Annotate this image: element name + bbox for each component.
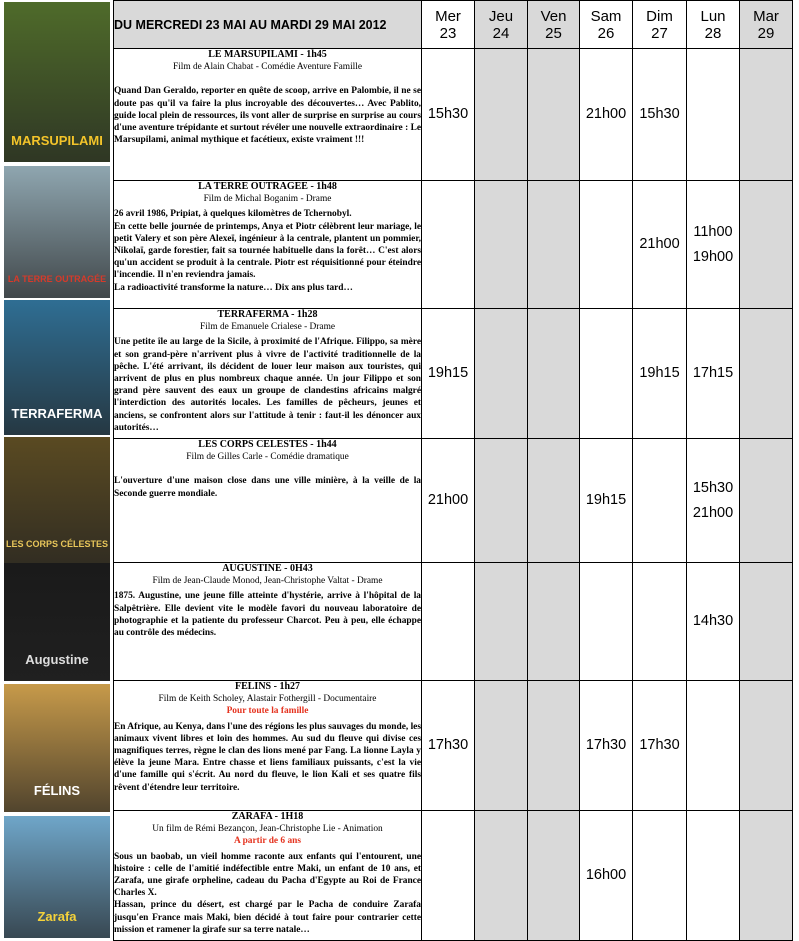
film-info xyxy=(114,681,422,811)
day-name: Mer xyxy=(435,7,461,25)
film-info xyxy=(114,563,422,681)
film-row xyxy=(114,49,793,181)
film-synopsis: Quand Dan Geraldo, reporter en quête de scoop, arrive en Palombie, il ne se doute pas qu'il va faire la plus incroyable des découvertes… Avec Pablito, guide local plein de ressources, ils vont aller de surprise en surprise au cours d'une aventure trépidante et surtout révéler une nouvelle extraordinaire : Le Marsupilami, animal mythique et facétieux, existe vraiment !!! xyxy=(114,86,421,146)
week-title: DU MERCREDI 23 MAI AU MARDI 29 MAI 2012 xyxy=(114,1,422,49)
header-row xyxy=(114,1,793,49)
showtime-cell: 17h30 xyxy=(580,681,633,811)
day-name: Lun xyxy=(700,7,726,25)
film-row xyxy=(114,681,793,811)
showtime-cell xyxy=(740,681,793,811)
film-info xyxy=(114,309,422,439)
day-name: Mar xyxy=(753,7,779,25)
day-name: Ven xyxy=(540,7,567,25)
showtime-cell xyxy=(475,439,528,563)
showtime-cell xyxy=(528,309,580,439)
showtime-cell xyxy=(740,181,793,309)
film-synopsis: Sous un baobab, un vieil homme raconte aux enfants qui l'entourent, une histoire : celle de l'amitié indéfectible entre Maki, un enfant de 10 ans, et Zarafa, une girafe orpheline, cadeau du Pacha d'Egypte au Roi de France Charles X. Hassan, prince du désert, est chargé par le Pacha de conduire Zarafa jusqu'en France mais Maki, bien décidé à tout faire pour contrarier cette mission et ramener la girafe sur sa terre natale… xyxy=(114,851,421,935)
showtime-cell xyxy=(633,563,687,681)
showtime-cell: 17h15 xyxy=(687,309,740,439)
showtime-cell: 19h15 xyxy=(633,309,687,439)
day-number: 27 xyxy=(651,24,668,42)
film-info xyxy=(114,49,422,181)
showtime-cell xyxy=(740,309,793,439)
showtime-cell: 17h30 xyxy=(422,681,475,811)
film-info xyxy=(114,181,422,309)
film-synopsis: Une petite île au large de la Sicile, à proximité de l'Afrique. Filippo, sa mère et son grand-père n'arrivent plus à vivre de l'activité traditionnelle de la pêche. L'été arrivant, ils décident de louer leur maison aux touristes, qui arrivent de plus en plus nombreux chaque année. Un jour Filippo et son grand père sauvent des eaux un groupe de clandestins africains malgré l'interdiction des autorités locales. Les familles de pêcheurs, jeunes et anciens, se confrontent alors sur l'attitude à tenir : faut-il les dénoncer aux autorités… xyxy=(114,337,421,433)
day-number: 25 xyxy=(545,24,562,42)
showtime-cell xyxy=(580,563,633,681)
film-credits: Un film de Rémi Bezançon, Jean-Christophe Lie - Animation xyxy=(152,824,383,835)
film-credits: Film de Gilles Carle - Comédie dramatique xyxy=(186,452,349,463)
showtime-cell: 16h00 xyxy=(580,811,633,941)
showtime-cell xyxy=(580,309,633,439)
poster-column xyxy=(0,0,112,940)
showtime-cell: 19h15 xyxy=(580,439,633,563)
poster-title: MARSUPILAMI xyxy=(11,133,103,148)
showtime-cell xyxy=(422,563,475,681)
film-poster xyxy=(4,563,110,681)
showtime-cell xyxy=(422,181,475,309)
showtime-cell xyxy=(687,681,740,811)
day-header-jeu xyxy=(475,1,528,49)
poster-title: TERRAFERMA xyxy=(11,406,103,421)
showtime-cell xyxy=(740,439,793,563)
film-synopsis: L'ouverture d'une maison close dans une ville minière, à la veille de la Seconde guerre mondiale. xyxy=(114,476,421,499)
showtime-cell: 11h00 19h00 xyxy=(687,181,740,309)
day-number: 23 xyxy=(439,24,457,42)
film-credits: Film de Emanuele Crialese - Drame xyxy=(199,322,336,333)
showtime-cell xyxy=(633,439,687,563)
film-title: LE MARSUPILAMI - 1h45 xyxy=(208,49,327,60)
day-number: 29 xyxy=(757,24,775,42)
showtime-cell xyxy=(633,811,687,941)
film-row xyxy=(114,811,793,941)
showtime-cell xyxy=(528,49,580,181)
showtime-cell: 15h30 xyxy=(633,49,687,181)
showtime-cell xyxy=(475,681,528,811)
day-number: 28 xyxy=(704,24,722,42)
showtime-cell xyxy=(528,811,580,941)
audience-note: A partir de 6 ans xyxy=(233,836,302,847)
day-header-mer xyxy=(422,1,475,49)
day-number: 24 xyxy=(492,24,510,42)
film-title: ZARAFA - 1H18 xyxy=(231,811,304,822)
film-info xyxy=(114,439,422,563)
showtime-cell xyxy=(528,439,580,563)
showtime-cell xyxy=(528,563,580,681)
poster-title: Augustine xyxy=(25,652,89,667)
poster-title: LES CORPS CÉLESTES xyxy=(5,539,109,549)
film-title: TERRAFERMA - 1h28 xyxy=(217,309,318,320)
poster-title: Zarafa xyxy=(37,909,77,924)
schedule-table xyxy=(113,0,793,941)
film-row xyxy=(114,439,793,563)
showtime-cell: 21h00 xyxy=(422,439,475,563)
film-title: LES CORPS CELESTES - 1h44 xyxy=(198,439,337,450)
showtime-cell xyxy=(475,181,528,309)
showtime-cell xyxy=(687,49,740,181)
film-row xyxy=(114,563,793,681)
showtime-cell xyxy=(687,811,740,941)
showtime-cell xyxy=(475,563,528,681)
poster-title: LA TERRE OUTRAGÉE xyxy=(7,274,107,284)
day-number: 26 xyxy=(597,24,615,42)
showtime-cell xyxy=(475,49,528,181)
showtime-cell: 17h30 xyxy=(633,681,687,811)
showtime-cell: 14h30 xyxy=(687,563,740,681)
showtime-cell: 21h00 xyxy=(580,49,633,181)
day-header-mar xyxy=(740,1,793,49)
showtime-cell xyxy=(528,681,580,811)
film-title: FELINS - 1h27 xyxy=(234,681,300,692)
film-poster xyxy=(4,684,110,812)
showtime-cell xyxy=(580,181,633,309)
film-poster xyxy=(4,816,110,938)
film-synopsis: 26 avril 1986, Pripiat, à quelques kilomètres de Tchernobyl. En cette belle journée de printemps, Anya et Piotr célèbrent leur mariage, le petit Valery et son père Alexeï, ingénieur à la centrale, plantent un pommier, Nikolaï, garde forestier, fait sa tournée habituelle dans la forêt… C'est alors qu'un accident se produit à la centrale. Piotr est réquisitionné pour éteindre l'incendie. Il n'en reviendra jamais. La radioactivité transforme la nature… Dix ans plus tard… xyxy=(114,209,421,293)
film-synopsis: 1875. Augustine, une jeune fille atteinte d'hystérie, arrive à l'hôpital de la Salpêtrière. Elle devient vite le modèle favori du nouveau laboratoire de photographie et la patiente du professeur Charcot. Peu à peu, elle échappe au contrôle des médecins. xyxy=(114,591,421,639)
film-row xyxy=(114,181,793,309)
showtime-cell: 21h00 xyxy=(633,181,687,309)
film-synopsis: En Afrique, au Kenya, dans l'une des régions les plus sauvages du monde, les animaux vivent libres et loin des hommes. Au sud du fleuve qui divise ces magnifiques terres, règne le clan des lions mené par Fang. La lionne Layla y élève la jeune Mara. Entre chasse et liens familiaux puissants, c'est la vie d'une famille qui s'écrit. Au nord du fleuve, le lion Kali et ses quatre fils rêvent d'étendre leur territoire. xyxy=(114,721,421,793)
film-credits: Film de Keith Scholey, Alastair Fothergill - Documentaire xyxy=(158,694,377,705)
film-credits: Film de Michal Boganim - Drame xyxy=(203,194,332,205)
film-title: AUGUSTINE - 0H43 xyxy=(222,563,313,574)
day-header-dim xyxy=(633,1,687,49)
showtime-cell xyxy=(740,49,793,181)
film-poster xyxy=(4,166,110,298)
film-poster xyxy=(4,2,110,162)
day-header-ven xyxy=(528,1,580,49)
film-info xyxy=(114,811,422,941)
film-credits: Film de Jean-Claude Monod, Jean-Christophe Valtat - Drame xyxy=(152,576,383,587)
showtime-cell: 15h30 21h00 xyxy=(687,439,740,563)
showtime-cell xyxy=(475,309,528,439)
film-credits: Film de Alain Chabat - Comédie Aventure Famille xyxy=(172,62,363,73)
film-poster xyxy=(4,300,110,435)
audience-note: Pour toute la famille xyxy=(226,706,309,717)
showtime-cell xyxy=(528,181,580,309)
day-header-sam xyxy=(580,1,633,49)
showtime-cell xyxy=(422,811,475,941)
showtime-cell: 15h30 xyxy=(422,49,475,181)
poster-title: FÉLINS xyxy=(33,783,81,798)
film-title: LA TERRE OUTRAGEE - 1h48 xyxy=(198,181,337,192)
day-header-lun xyxy=(687,1,740,49)
day-name: Dim xyxy=(646,7,673,25)
film-row xyxy=(114,309,793,439)
film-poster xyxy=(4,437,110,563)
showtime-cell xyxy=(740,811,793,941)
day-name: Jeu xyxy=(488,7,514,25)
showtime-cell: 19h15 xyxy=(422,309,475,439)
day-name: Sam xyxy=(590,7,622,25)
showtime-cell xyxy=(740,563,793,681)
showtime-cell xyxy=(475,811,528,941)
